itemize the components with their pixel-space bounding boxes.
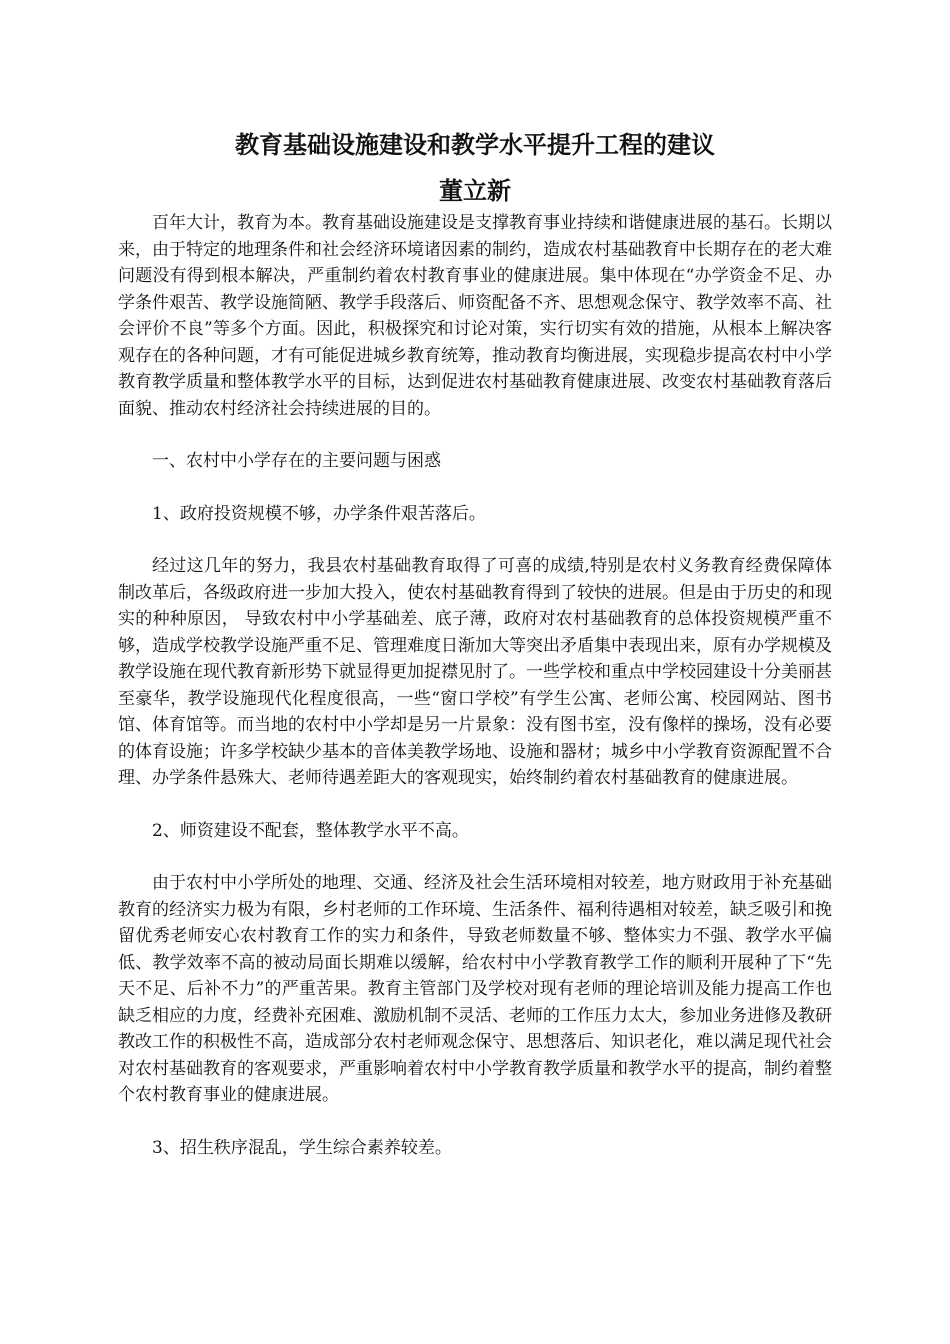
document-page (118, 118, 832, 1161)
document-author: 董立新 (439, 177, 511, 205)
item1-paragraph: 经过这几年的努力，我县农村基础教育取得了可喜的成绩,特别是农村义务教育经费保障体制改革后，各级政府进一步加大投入，使农村基础教育得到了较快的进展。但是由于历史的和现实的种种原因， 导致农村中小学基础差、底子薄，政府对农村基础教育的总体投资规模严重不够，造成学校教学设施严重不足、管理难度日渐加大等突出矛盾集中表现出来，原有办学规模及教学设施在现代教育新形势下就显得更加捉襟见肘了。一些学校和重点中学校园建设十分美丽甚至豪华，教学设施现代化程度很高，一些“窗口学校”有学生公寓、老师公寓、校园网站、图书馆、体育馆等。而当地的农村中小学却是另一片景象：没有图书室，没有像样的操场，没有必要的体育设施；许多学校缺少基本的音体美教学场地、设施和器材；城乡中小学教育资源配置不合理、办学条件悬殊大、老师待遇差距大的客观现实，始终制约着农村基础教育的健康进展。 (118, 556, 832, 788)
intro-paragraph: 百年大计，教育为本。教育基础设施建设是支撑教育事业持续和谐健康进展的基石。长期以来，由于特定的地理条件和社会经济环境诸因素的制约，造成农村基础教育中长期存在的老大难问题没有得到根本解决，严重制约着农村教育事业的健康进展。集中体现在“办学资金不足、办学条件艰苦、教学设施简陋、教学手段落后、师资配备不齐、思想观念保守、教学效率不高、社会评价不良”等多个方面。因此，积极探究和讨论对策，实行切实有效的措施，从根本上解决客观存在的各种问题，才有可能促进城乡教育统筹，推动教育均衡进展，实现稳步提高农村中小学教育教学质量和整体教学水平的目标，达到促进农村基础教育健康进展、改变农村基础教育落后面貌、推动农村经济社会持续进展的目的。 (118, 213, 832, 419)
item2-heading: 2、师资建设不配套，整体教学水平不高。 (152, 820, 469, 841)
section-heading: 一、农村中小学存在的主要问题与困惑 (152, 451, 441, 471)
document-title: 教育基础设施建设和教学水平提升工程的建议 (235, 131, 715, 159)
item3-heading: 3、招生秩序混乱，学生综合素养较差。 (152, 1137, 452, 1158)
item1-heading: 1、政府投资规模不够，办学条件艰苦落后。 (152, 503, 486, 524)
item2-paragraph: 由于农村中小学所处的地理、交通、经济及社会生活环境相对较差，地方财政用于补充基础教育的经济实力极为有限，乡村老师的工作环境、生活条件、福利待遇相对较差，缺乏吸引和挽留优秀老师安心农村教育工作的实力和条件，导致老师数量不够、整体实力不强、教学水平偏低、教学效率不高的被动局面长期难以缓解，给农村中小学教育教学工作的顺利开展种了下“先天不足、后补不力”的严重苦果。教育主管部门及学校对现有老师的理论培训及能力提高工作也缺乏相应的力度，经费补充困难、激励机制不灵活、老师的工作压力太大，参加业务进修及教研教改工作的积极性不高，造成部分农村老师观念保守、思想落后、知识老化，难以满足现代社会对农村基础教育的客观要求，严重影响着农村中小学教育教学质量和教学水平的提高，制约着整个农村教育事业的健康进展。 (118, 873, 832, 1105)
